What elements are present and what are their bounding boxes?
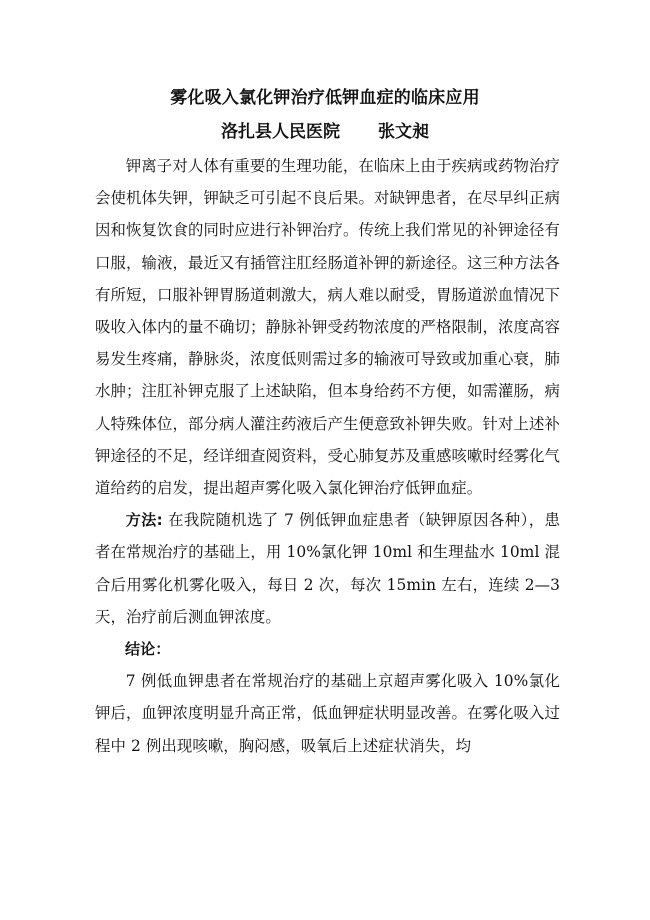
document-body bbox=[95, 150, 560, 762]
method-label: 方法 bbox=[125, 511, 157, 530]
byline bbox=[0, 120, 650, 144]
method-paragraph bbox=[95, 504, 560, 633]
hospital-name: 洛扎县人民医院 bbox=[221, 122, 340, 142]
method-colon: : bbox=[156, 511, 163, 530]
conclusion-paragraph: 7 例低血钾患者在常规治疗的基础上京超声雾化吸入 10%氯化钾后，血钾浓度明显升高正常，低血钾症状明显改善。在雾化吸入过程中 2 例出现咳嗽，胸闷感，吸氧后上述症状消失，均 bbox=[95, 672, 560, 755]
author-name: 张文昶 bbox=[378, 122, 429, 142]
intro-paragraph: 钾离子对人体有重要的生理功能，在临床上由于疾病或药物治疗会使机体失钾，钾缺乏可引起不良后果。对缺钾患者，在尽早纠正病因和恢复饮食的同时应进行补钾治疗。传统上我们常见的补钾途径有口服，输液，最近又有插管注肛经肠道补钾的新途径。这三种方法各有所短，口服补钾胃肠道刺激大，病人难以耐受，胃肠道淤血情况下吸收入体内的量不确切；静脉补钾受药物浓度的严格限制，浓度高容易发生疼痛，静脉炎，浓度低则需过多的输液可导致或加重心衰，肺水肿；注肛补钾克服了上述缺陷，但本身给药不方便，如需灌肠，病人特殊体位，部分病人灌注药液后产生便意致补钾失败。针对上述补钾途径的不足，经详细查阅资料，受心肺复苏及重感咳嗽时经雾化气道给药的启发，提出超声雾化吸入氯化钾治疗低钾血症。 bbox=[95, 157, 560, 498]
document-title: 雾化吸入氯化钾治疗低钾血症的临床应用 bbox=[170, 88, 480, 108]
method-text: 在我院随机选了 7 例低钾血症患者（缺钾原因各种），患者在常规治疗的基础上，用 10%氯化钾 10ml 和生理盐水 10ml 混合后用雾化机雾化吸入，每日 2 次，每次 15min 左右，连续 2—3 天，治疗前后测血钾浓度。 bbox=[95, 511, 560, 626]
conclusion-heading: 结论： bbox=[125, 640, 171, 659]
